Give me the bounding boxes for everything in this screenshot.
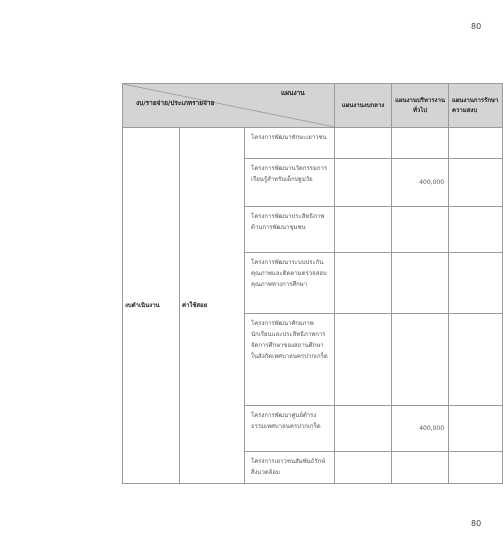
project-cell: โครงการพัฒนานวัตกรรมการเรียนรู้สำหรับเด็กปฐมวัย <box>245 159 335 207</box>
header-plan-label: แผนงาน <box>281 89 305 97</box>
header-diagonal-cell <box>123 84 335 128</box>
central-value <box>335 159 392 207</box>
general-value <box>392 452 449 484</box>
security-value <box>449 159 503 207</box>
project-cell: โครงการพัฒนาระบบประกันคุณภาพและติดตามตรวจสอบคุณภาพทางการศึกษา <box>245 253 335 314</box>
table-row <box>123 128 503 159</box>
security-value <box>449 452 503 484</box>
general-value <box>392 253 449 314</box>
security-value <box>449 128 503 159</box>
general-value <box>392 207 449 253</box>
security-value <box>449 314 503 406</box>
page-number-top: 80 <box>471 22 482 31</box>
project-cell: โครงการพัฒนาประสิทธิภาพด้านการพัฒนาชุมชน <box>245 207 335 253</box>
central-value <box>335 406 392 452</box>
col-header-central: แผนงานงบกลาง <box>335 84 392 128</box>
page-number-bottom: 80 <box>471 519 482 528</box>
expense-type-cell: ค่าใช้สอย <box>180 128 245 484</box>
header-budget-type-label: งบ/รายจ่าย/ประเภทรายจ่าย <box>136 99 215 107</box>
security-value <box>449 406 503 452</box>
budget-category-cell: งบดำเนินงาน <box>123 128 180 484</box>
col-header-general: แผนงานบริหารงานทั่วไป <box>392 84 449 128</box>
project-cell: โครงการเยาวชนสัมพันธ์รักษ์สิ่งแวดล้อม <box>245 452 335 484</box>
security-value <box>449 253 503 314</box>
central-value <box>335 253 392 314</box>
general-value <box>392 314 449 406</box>
general-value: 400,000 <box>392 406 449 452</box>
project-cell: โครงการพัฒนาศักยภาพนักเรียนและประสิทธิภาพการจัดการศึกษาของสถานศึกษาในสังกัดเทศบาลนครปากเกร็ด <box>245 314 335 406</box>
project-cell: โครงการพัฒนาศูนย์ดำรงธรรมเทศบาลนครปากเกร็ด <box>245 406 335 452</box>
budget-table <box>122 83 503 484</box>
general-value: 400,000 <box>392 159 449 207</box>
col-header-security: แผนงานการรักษาความสงบ <box>449 84 503 128</box>
general-value <box>392 128 449 159</box>
central-value <box>335 207 392 253</box>
security-value <box>449 207 503 253</box>
central-value <box>335 128 392 159</box>
table-header-row <box>123 84 503 128</box>
central-value <box>335 452 392 484</box>
central-value <box>335 314 392 406</box>
project-cell: โครงการพัฒนาทักษะเยาวชน <box>245 128 335 159</box>
